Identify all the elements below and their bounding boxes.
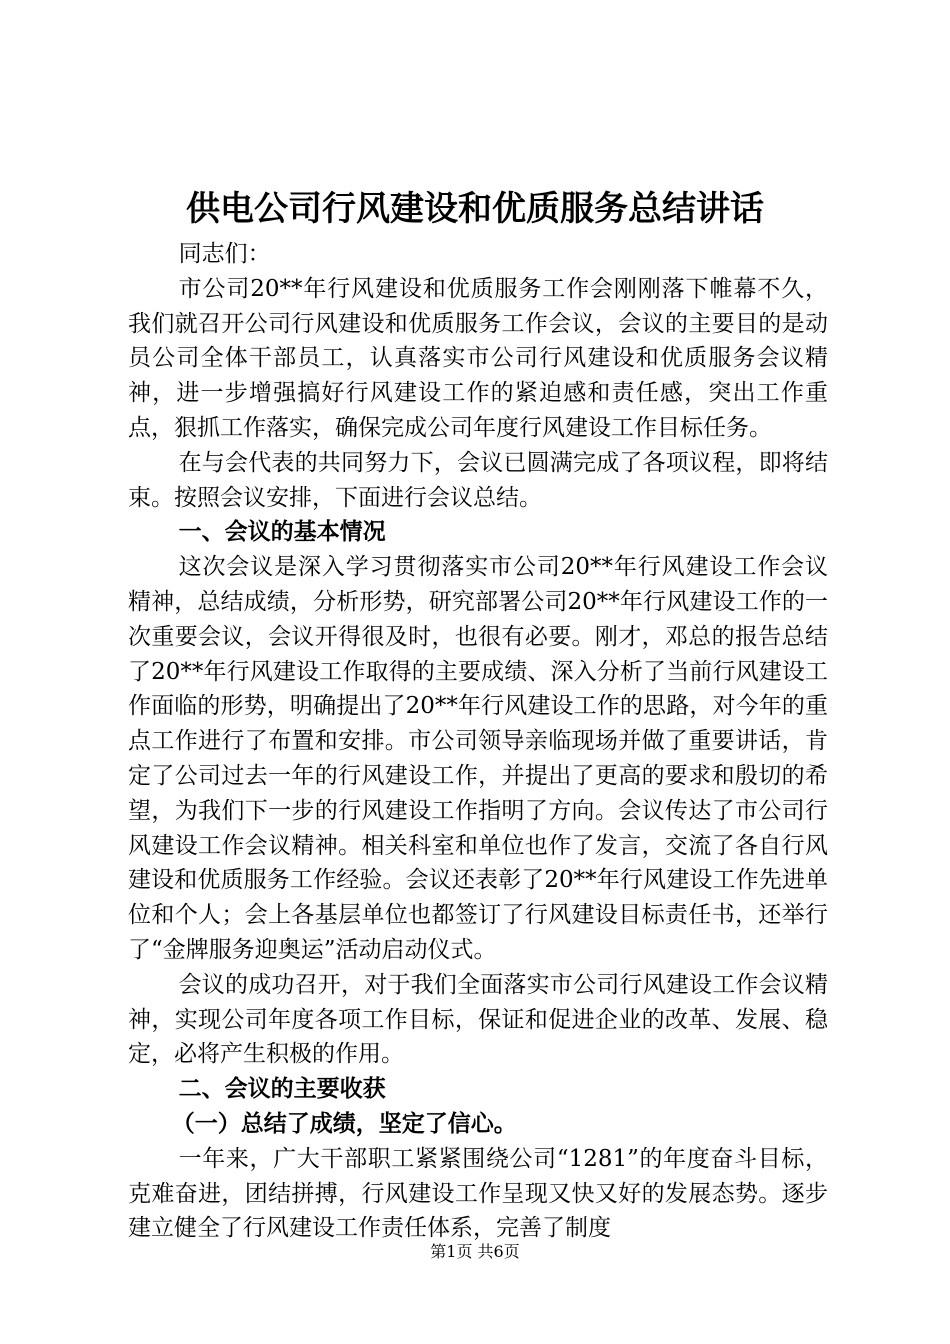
paragraph-intro-2: 在与会代表的共同努力下，会议已圆满完成了各项议程，即将结束。按照会议安排，下面进行会议总结。 [128,449,828,511]
document-body [128,237,828,1246]
subsection-heading-1: （一）总结了成绩，坚定了信心。 [171,1110,517,1137]
page-number-footer: 第1页 共6页 [430,1242,520,1261]
paragraph-intro-1: 市公司20**年行风建设和优质服务工作会刚刚落下帷幕不久，我们就召开公司行风建设和优质服务工作会议，会议的主要目的是动员公司全体干部员工，认真落实市公司行风建设和优质服务会议精神，进一步增强搞好行风建设工作的紧迫感和责任感，突出工作重点，狠抓工作落实，确保完成公司年度行风建设工作目标任务。 [128,275,828,441]
section1-paragraph-1: 这次会议是深入学习贯彻落实市公司20**年行风建设工作会议精神，总结成绩，分析形势，研究部署公司20**年行风建设工作的一次重要会议，会议开得很及时，也很有必要。刚才，邓总的报告总结了20**年行风建设工作取得的主要成绩、深入分析了当前行风建设工作面临的形势，明确提出了20**年行风建设工作的思路，对今年的重点工作进行了布置和安排。市公司领导亲临现场并做了重要讲话，肯定了公司过去一年的行风建设工作，并提出了更高的要求和殷切的希望，为我们下一步的行风建设工作指明了方向。会议传达了市公司行风建设工作会议精神。相关科室和单位也作了发言，交流了各自行风建设和优质服务工作经验。会议还表彰了20**年行风建设工作先进单位和个人；会上各基层单位也都签订了行风建设目标责任书，还举行了“金牌服务迎奥运”活动启动仪式。 [128,554,828,963]
section-heading-2: 二、会议的主要收获 [178,1076,386,1103]
document-title: 供电公司行风建设和优质服务总结讲话 [186,189,764,229]
section1-paragraph-2: 会议的成功召开，对于我们全面落实市公司行风建设工作会议精神，实现公司年度各项工作目标，保证和促进企业的改革、发展、稳定，必将产生积极的作用。 [128,971,828,1068]
section2-paragraph-1: 一年来，广大干部职工紧紧围绕公司“1281”的年度奋斗目标，克难奋进，团结拼搏，行风建设工作呈现又快又好的发展态势。逐步建立健全了行风建设工作责任体系，完善了制度 [128,1145,828,1242]
section-heading-1: 一、会议的基本情况 [178,519,386,546]
salutation: 同志们： [178,241,271,267]
